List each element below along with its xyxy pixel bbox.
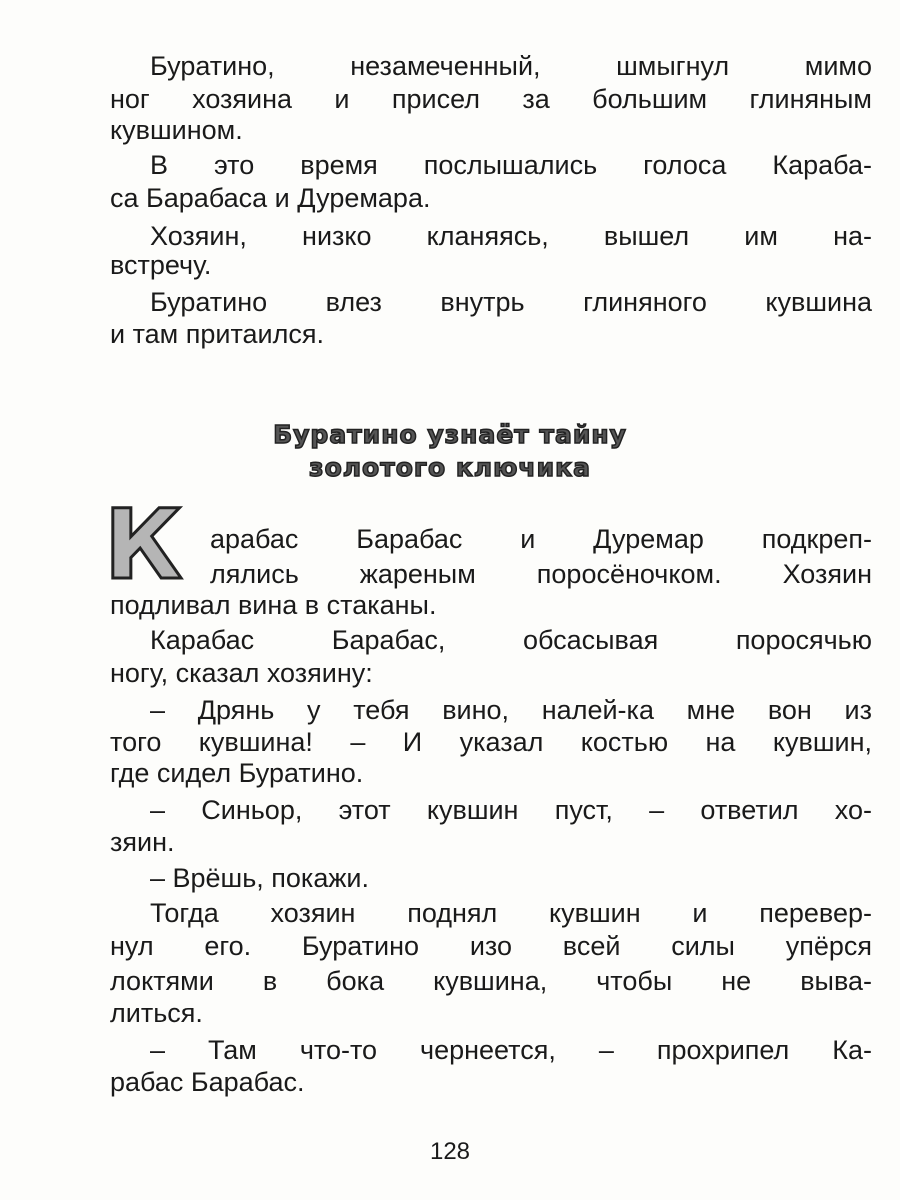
text-line: Хозяин, низко кланяясь, вышел им на- (150, 221, 872, 251)
text-line: В это время послышались голоса Караба- (150, 150, 872, 180)
text-line: нул его. Буратино изо всей силы упёрся (110, 931, 872, 961)
text-line: зяин. (110, 827, 175, 857)
text-line: – Синьор, этот кувшин пуст, – ответил хо- (150, 795, 872, 825)
chapter-title-line-2: золотого ключика (309, 453, 591, 482)
text-line: кувшином. (110, 115, 243, 145)
text-line: и там притаился. (110, 319, 324, 349)
page-number: 128 (429, 1138, 471, 1165)
text-line: лялись жареным поросёночком. Хозяин (210, 559, 872, 589)
text-line: – Там что-то чернеется, – прохрипел Ка- (150, 1035, 872, 1065)
text-line: литься. (110, 998, 203, 1028)
text-line: ногу, сказал хозяину: (110, 658, 373, 688)
text-line: локтями в бока кувшина, чтобы не выва- (110, 966, 872, 996)
text-line: Карабас Барабас, обсасывая поросячью (150, 625, 872, 655)
text-line: са Барабаса и Дуремара. (110, 183, 431, 213)
drop-cap: К (104, 489, 183, 601)
text-line: ног хозяина и присел за большим глиняным (110, 84, 872, 114)
text-line: того кувшина! – И указал костью на кувшин, (110, 727, 872, 757)
text-line: встречу. (110, 250, 212, 280)
text-line: Тогда хозяин поднял кувшин и перевер- (150, 898, 872, 928)
text-line: подливал вина в стаканы. (110, 590, 437, 620)
text-line: – Дрянь у тебя вино, налей-ка мне вон из (150, 695, 872, 725)
text-line: Буратино влез внутрь глиняного кувшина (150, 287, 872, 317)
text-line: где сидел Буратино. (110, 758, 364, 788)
text-line: Буратино, незамеченный, шмыгнул мимо (150, 51, 872, 81)
text-line: арабас Барабас и Дуремар подкреп- (210, 524, 872, 554)
text-line: рабас Барабас. (110, 1067, 305, 1097)
chapter-title-line-1: Буратино узнаёт тайну (273, 420, 627, 449)
text-line: – Врёшь, покажи. (150, 863, 369, 893)
